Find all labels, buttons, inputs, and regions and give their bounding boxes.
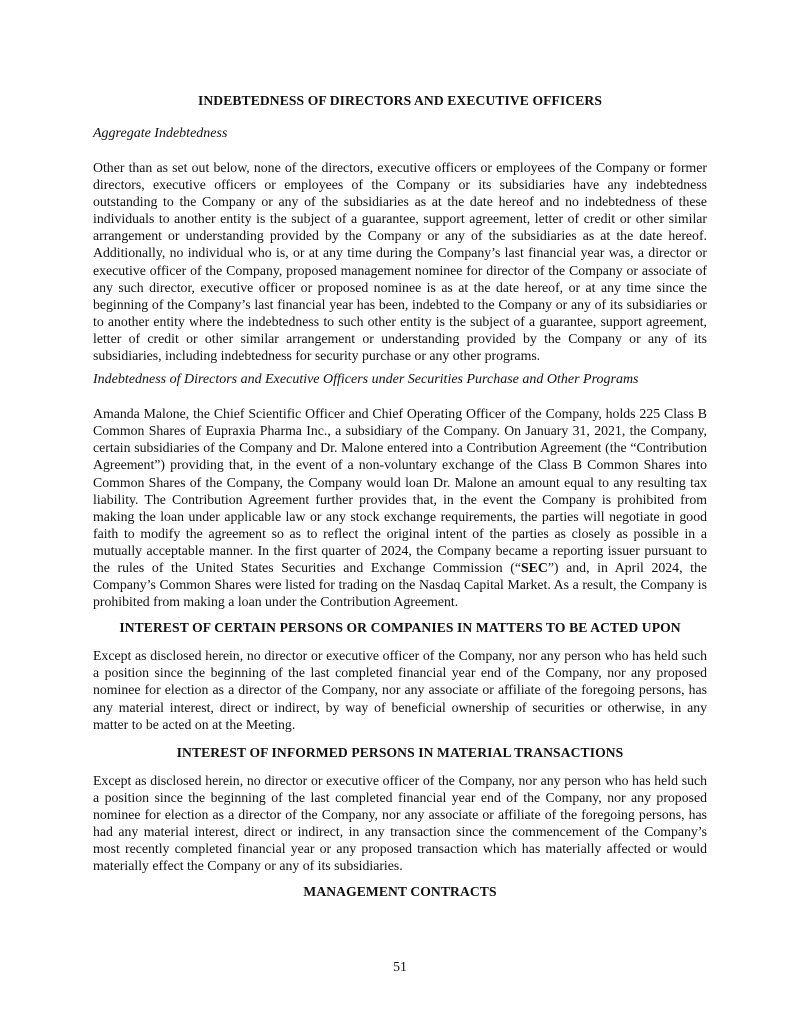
paragraph-informed-persons: Except as disclosed herein, no director or executive officer of the Company, nor any person who has held such a position since the beginning of the last completed financial year end of the Company, nor any proposed nominee for election as a director of the Company, nor any associate or affiliate of the foregoing persons, has had any material interest, direct or indirect, in any transaction since the commencement of the Company’s most recently completed financial year or any proposed transaction which has materially affected or would materially effect the Company or any of its subsidiaries. [93,772,707,874]
paragraph-securities-purchase-programs [93,405,707,610]
paragraph-aggregate-indebtedness: Other than as set out below, none of the directors, executive officers or employees of the Company or former directors, executive officers or employees of the Company or its subsidiaries have any indebtedness outstanding to the Company or any of the subsidiaries as at the date hereof and no indebtedness of these individuals to another entity is the subject of a guarantee, support agreement, letter of credit or other similar arrangement or understanding provided by the Company or any of the subsidiaries as at the date hereof. Additionally, no individual who is, or at any time during the Company’s last financial year was, a director or executive officer of the Company, proposed management nominee for director of the Company or associate of any such director, executive officer or proposed nominee is as at the date hereof, or at any time since the beginning of the Company’s last financial year has been, indebted to the Company or any of its subsidiaries or to another entity where the indebtedness to such other entity is the subject of a guarantee, support agreement, letter of credit or other similar arrangement or understanding provided by the Company or any of its subsidiaries, including indebtedness for security purchase or any other programs. [93,160,707,364]
paragraph-interest-of-certain-persons: Except as disclosed herein, no director or executive officer of the Company, nor any person who has held such a position since the beginning of the last completed financial year end of the Company, nor any proposed nominee for election as a director of the Company, nor any associate or affiliate of the foregoing persons, has any material interest, direct or indirect, by way of beneficial ownership of securities or otherwise, in any matter to be acted on at the Meeting. [93,648,707,732]
page-number: 51 [393,959,407,974]
document-page [93,92,707,900]
section-heading-indebtedness: INDEBTEDNESS OF DIRECTORS AND EXECUTIVE OFFICERS [197,93,603,108]
subheading-aggregate-indebtedness: Aggregate Indebtedness [93,126,228,141]
paragraph-text-part-1: Amanda Malone, the Chief Scientific Officer and Chief Operating Officer of the Company, holds 225 Class B Common Shares of Eupraxia Pharma Inc., a subsidiary of the Company. On January 31, 2021, the Company, certain subsidiaries of the Company and Dr. Malone entered into a Contribution Agreement (the “Contribution Agreement”) providing that, in the event of a non-voluntary exchange of the Class B Common Shares into Common Shares of the Company, the Company would loan Dr. Malone an amount equal to any resulting tax liability. The Contribution Agreement further provides that, in the event the Company is prohibited from making the loan under applicable law or any stock exchange requirements, the parties will negotiate in good faith to modify the agreement so as to reflect the original intent of the parties as closely as possible in a mutually acceptable manner. In the first quarter of 2024, the Company became a reporting issuer pursuant to the rules of the United States Securities and Exchange Commission (“ [93,406,707,575]
section-heading-management-contracts: MANAGEMENT CONTRACTS [303,884,497,900]
paragraph-text-part-2: ”) and, in April 2024, the Company’s Common Shares were listed for trading on the Nasdaq Capital Market. As a result, the Company is prohibited from making a loan under the Contribution Agreement. [93,559,708,610]
defined-term-sec: SEC [520,559,548,575]
subheading-securities-purchase-programs: Indebtedness of Directors and Executive Officers under Securities Purchase and Other Programs [93,372,639,388]
section-heading-interest-of-certain-persons: INTEREST OF CERTAIN PERSONS OR COMPANIES IN MATTERS TO BE ACTED UPON [119,620,681,636]
section-heading-informed-persons: INTEREST OF INFORMED PERSONS IN MATERIAL TRANSACTIONS [176,744,624,760]
